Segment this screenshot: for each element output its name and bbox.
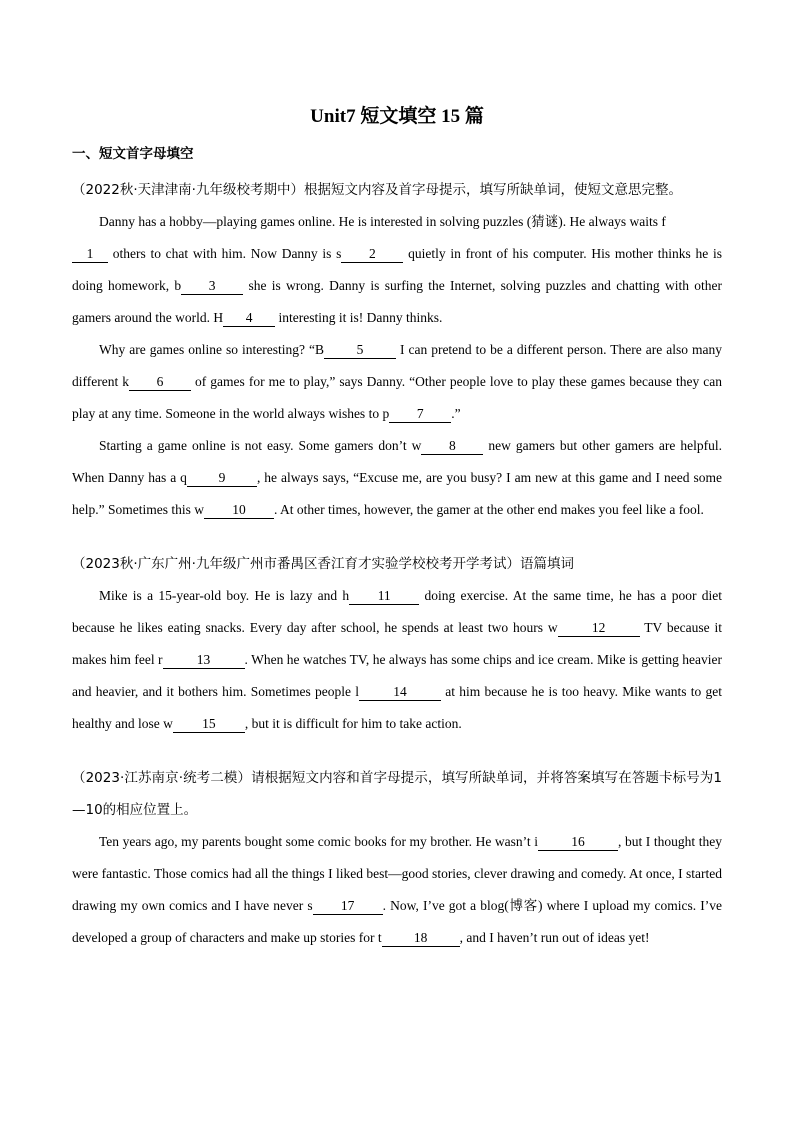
text-run: others to chat with him. Now Danny is s <box>108 246 342 261</box>
passage-source: （2023·江苏南京·统考二模）请根据短文内容和首字母提示，填写所缺单词，并将答案填写在答题卡标号为1—10的相应位置上。 <box>72 770 722 818</box>
paragraph <box>72 430 722 526</box>
text-run: Why are games online so interesting? “B <box>99 342 324 357</box>
paragraph <box>72 206 722 334</box>
passage-1 <box>72 174 722 526</box>
text-run: . At other times, however, the gamer at the other end makes you feel like a fool. <box>274 502 704 517</box>
text-run: , he always says, “Excuse me, are you busy? I am new at this game and I need some help.” Sometimes this w <box>72 470 722 517</box>
text-run: at him because he is too heavy. Mike wants to get healthy and lose w <box>72 684 722 731</box>
text-run: Ten years ago, my parents bought some comic books for my brother. He wasn’t i <box>99 834 538 849</box>
paragraph <box>72 580 722 740</box>
text-run: . Now, I’ve got a blog(博客) where I upload my comics. I’ve developed a group of characters and make up stories for t <box>72 898 722 945</box>
blank-15: 15 <box>173 716 245 733</box>
passage-body <box>72 206 722 526</box>
text-run: Mike is a 15-year-old boy. He is lazy and h <box>99 588 350 603</box>
paragraph <box>72 826 722 954</box>
blank-12: 12 <box>558 620 640 637</box>
spacer <box>72 740 722 762</box>
text-run: she is wrong. Danny is surfing the Internet, solving puzzles and chatting with other gamers around the world. H <box>72 278 722 325</box>
spacer <box>72 526 722 548</box>
passage-source: （2023秋·广东广州·九年级广州市番禺区香江育才实验学校校考开学考试）语篇填词 <box>72 556 574 572</box>
blank-10: 10 <box>204 502 274 519</box>
blank-16: 16 <box>538 834 618 851</box>
document-page <box>72 104 722 954</box>
blank-6: 6 <box>129 374 191 391</box>
blank-1: 1 <box>72 246 108 263</box>
blank-4: 4 <box>223 310 275 327</box>
section-heading: 一、短文首字母填空 <box>72 146 194 162</box>
blank-7: 7 <box>389 406 451 423</box>
page-title: Unit7 短文填空 15 篇 <box>310 106 484 127</box>
blank-13: 13 <box>163 652 245 669</box>
blank-5: 5 <box>324 342 396 359</box>
text-run: quietly in front of his computer. His mother thinks he is doing homework, b <box>72 246 722 293</box>
passage-2 <box>72 548 722 740</box>
text-run: , and I haven’t run out of ideas yet! <box>459 930 650 945</box>
blank-3: 3 <box>181 278 243 295</box>
passage-source: （2022秋·天津津南·九年级校考期中）根据短文内容及首字母提示，填写所缺单词，使短文意思完整。 <box>72 182 682 198</box>
text-run: new gamers but other gamers are helpful. When Danny has a q <box>72 438 722 485</box>
text-run: .” <box>451 406 461 421</box>
paragraph <box>72 334 722 430</box>
text-run: Starting a game online is not easy. Some gamers don’t w <box>99 438 422 453</box>
blank-2: 2 <box>341 246 403 263</box>
passage-body <box>72 580 722 740</box>
blank-17: 17 <box>313 898 383 915</box>
passage-body <box>72 826 722 954</box>
text-run: I can pretend to be a different person. There are also many different k <box>72 342 722 389</box>
text-run: TV because it makes him feel r <box>72 620 723 667</box>
blank-8: 8 <box>421 438 483 455</box>
text-run: . When he watches TV, he always has some chips and ice cream. Mike is getting heavier and heavier, and it bothers him. Sometimes people l <box>72 652 722 699</box>
text-run: interesting it is! Danny thinks. <box>275 310 443 325</box>
blank-11: 11 <box>349 588 419 605</box>
blank-18: 18 <box>382 930 460 947</box>
text-run: of games for me to play,” says Danny. “Other people love to play these games because they can play at any time. Someone in the world always wishes to p <box>72 374 722 421</box>
text-run: , but I thought they were fantastic. Those comics had all the things I liked best—good stories, clever drawing and comedy. At once, I started drawing my own comics and I have never s <box>72 834 722 913</box>
blank-9: 9 <box>187 470 257 487</box>
text-run: doing exercise. At the same time, he has a poor diet because he likes eating snacks. Every day after school, he spends at least two hours w <box>72 588 722 635</box>
text-run: , but it is difficult for him to take action. <box>244 716 462 731</box>
passage-3 <box>72 762 722 954</box>
blank-14: 14 <box>359 684 441 701</box>
text-run: Danny has a hobby—playing games online. He is interested in solving puzzles (猜谜). He always waits f <box>99 214 666 229</box>
